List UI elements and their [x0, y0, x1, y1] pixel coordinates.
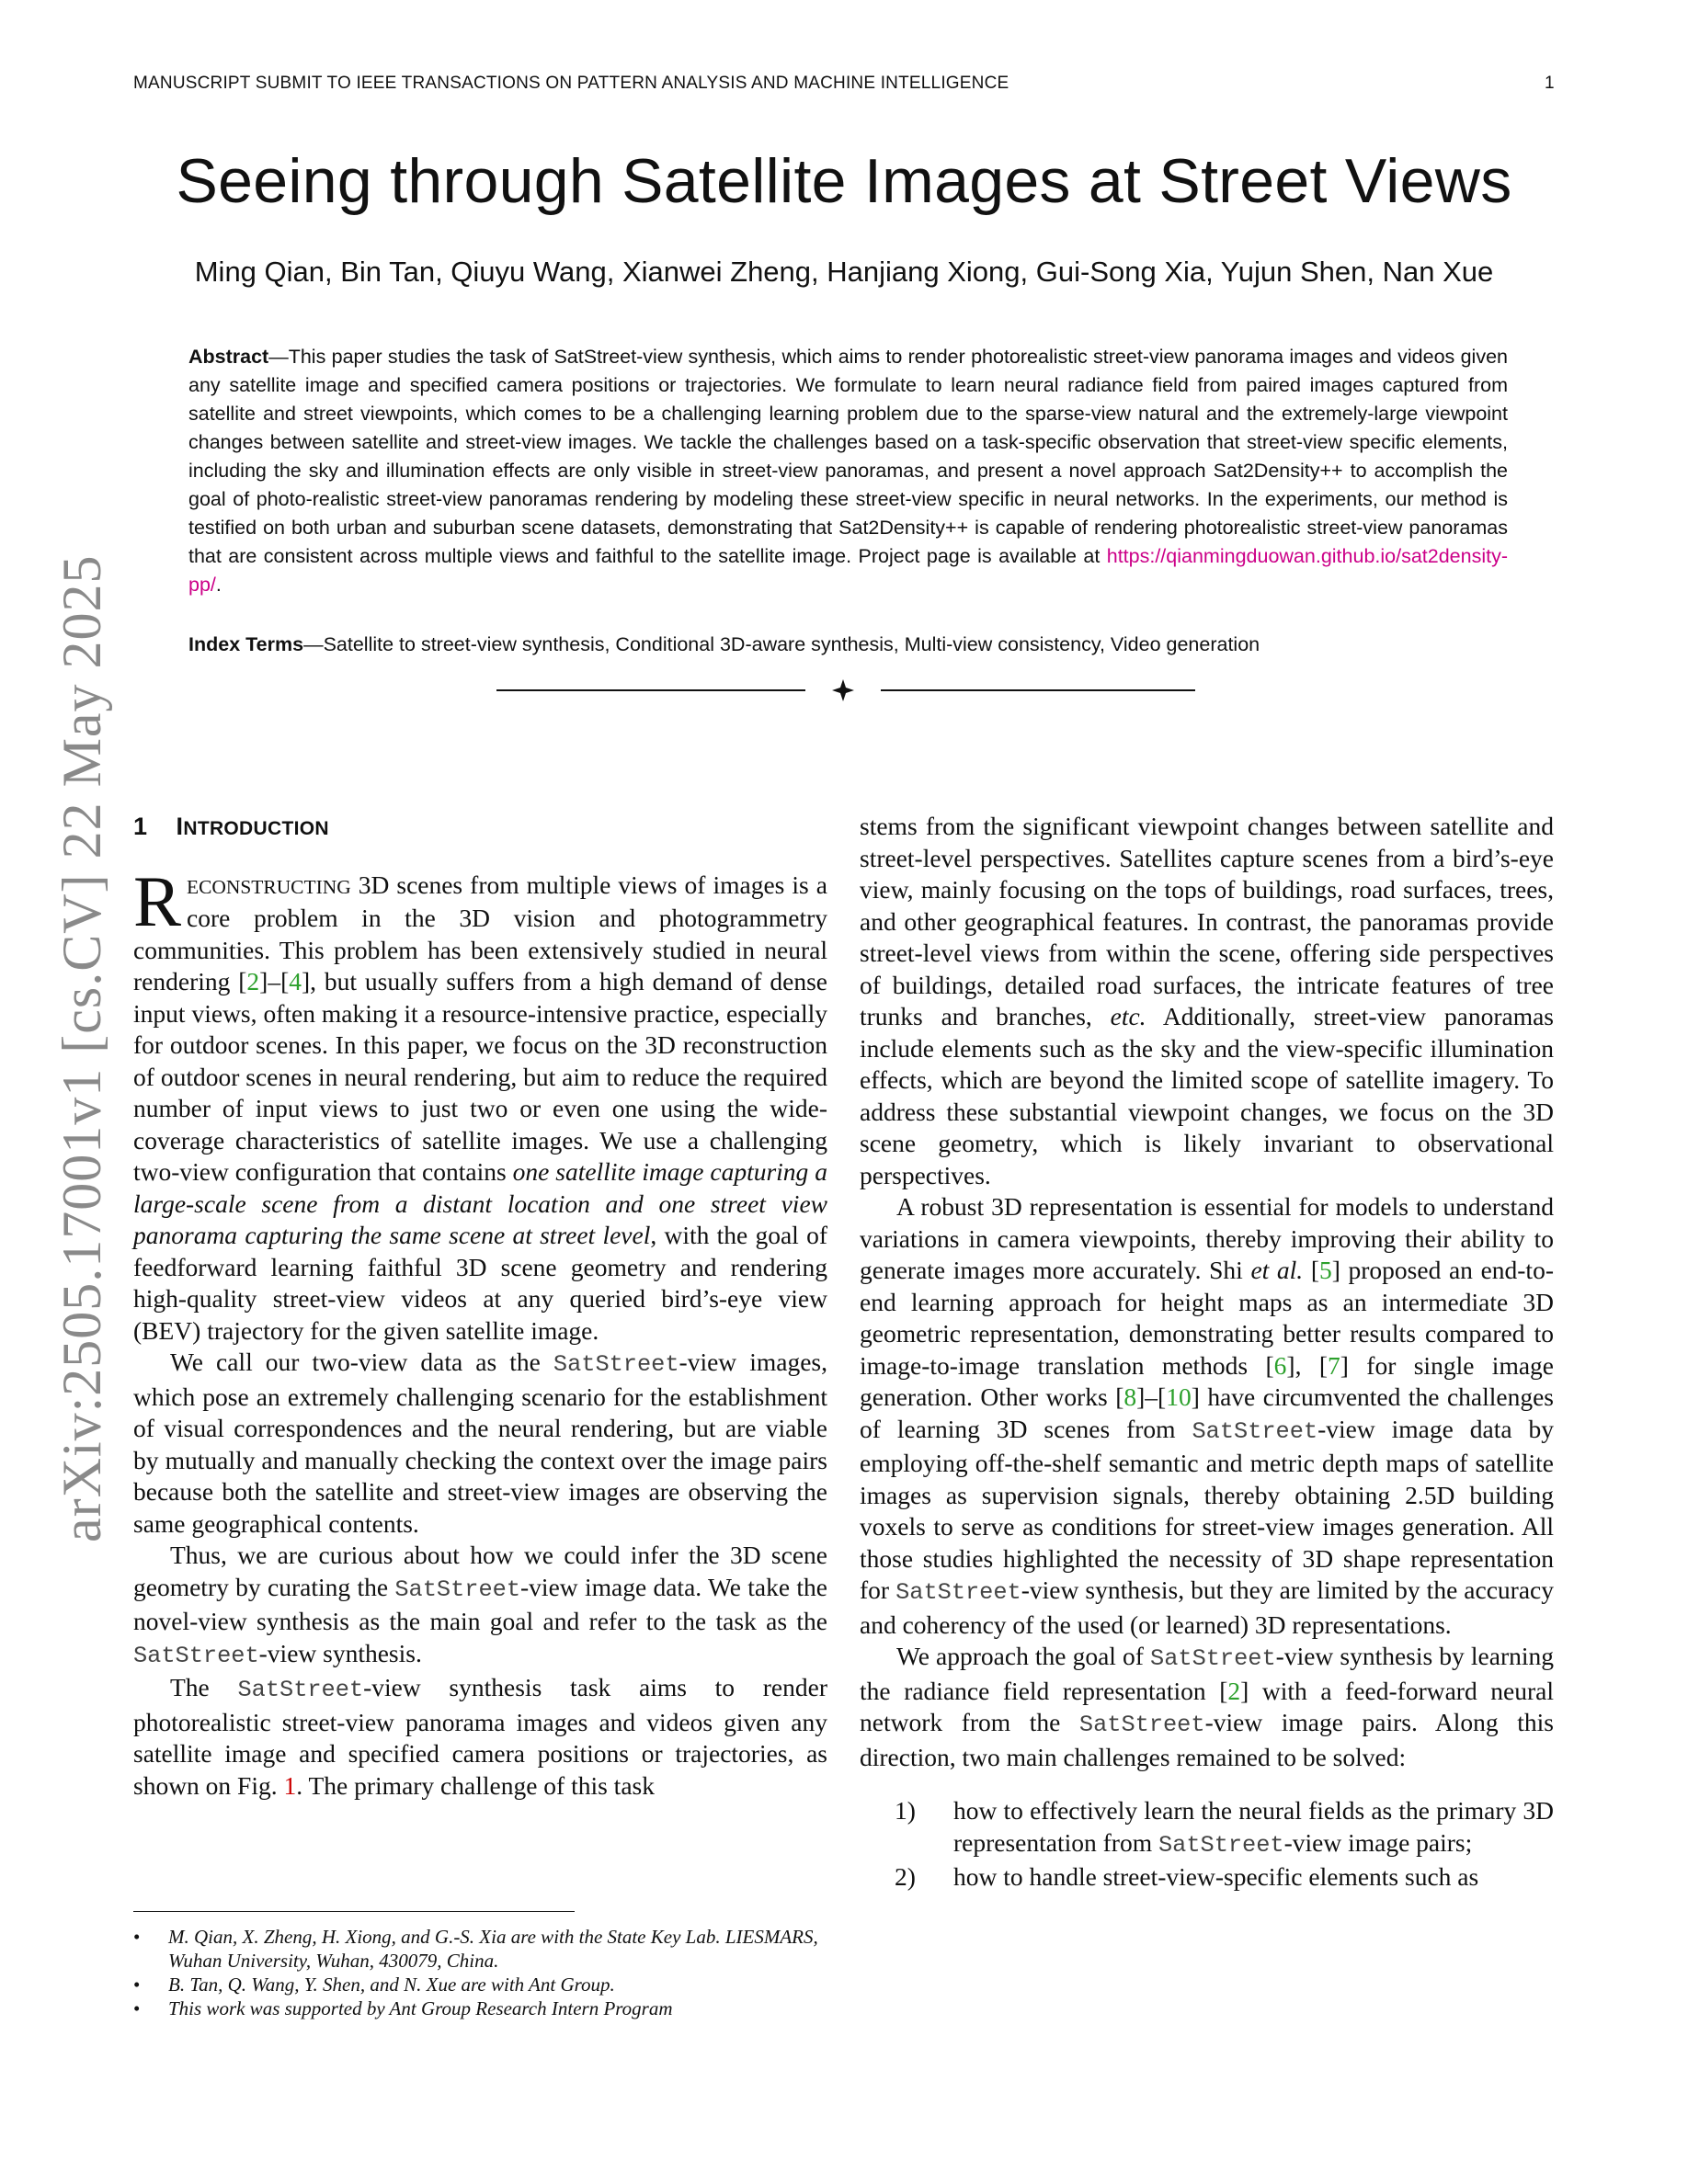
intro-paragraph-3: Thus, we are curious about how we could infer the 3D scene geometry by curating the SatStreet-view image data. We take the novel-view synthesis as the main goal and refer to the task as the SatStreet-view synthesis. — [133, 1541, 828, 1669]
footnote: • This work was supported by Ant Group Research Intern Program — [133, 1997, 673, 2019]
citation-link[interactable]: 5 — [1318, 1256, 1332, 1284]
index-terms — [188, 631, 1508, 659]
left-column — [133, 811, 827, 1802]
intro-paragraph-4: The SatStreet-view synthesis task aims to render photorealistic street-view panorama images and videos given any satellite image and specified camera positions or trajectories, as shown on Fig. 1. The primary challenge of this task — [133, 1673, 827, 1800]
figure-ref-link[interactable]: 1 — [283, 1770, 297, 1800]
citation-link[interactable]: 2 — [246, 967, 260, 995]
challenge-list-item: 2) how to handle street-view-specific elements such as — [895, 1862, 1479, 1891]
project-page-link[interactable]: https://qianmingduowan.github.io/sat2density-pp/ — [188, 545, 1508, 596]
abstract — [188, 343, 1508, 599]
paper-title: Seeing through Satellite Images at Street Views — [176, 146, 1512, 216]
challenge-list-item: 1) how to effectively learn the neural fields as the primary 3D representation from SatStreet-view image pairs; — [895, 1796, 1554, 1859]
footnote: • B. Tan, Q. Wang, Y. Shen, and N. Xue are with Ant Group. — [133, 1974, 615, 1996]
abstract-text: —This paper studies the task of SatStreet-view synthesis, which aims to render photorealistic street-view panorama images and videos given any satellite image and specified camera positions or trajectories. We formulate to learn neural radiance field from paired images captured from satellite and street viewpoints, which comes to be a challenging learning problem due to the sparse-view natural and the extremely-large viewpoint changes between satellite and street-view images. We tackle the challenges based on a task-specific observation that street-view specific elements, including the sky and illumination effects are only visible in street-view panoramas, and present a novel approach Sat2Density++ to accomplish the goal of photo-realistic street-view panoramas rendering by modeling these street-view specific in neural networks. In the experiments, our method is testified on both urban and suburban scene datasets, demonstrating that Sat2Density++ is capable of rendering photorealistic street-view panoramas that are consistent across multiple views and faithful to the satellite image. Project page is available at — [188, 346, 1508, 567]
abstract-end: . — [215, 574, 222, 596]
citation-link[interactable]: 7 — [1328, 1350, 1340, 1380]
citation-link[interactable]: 6 — [1273, 1350, 1287, 1380]
section-heading: 1 INTRODUCTION — [133, 813, 329, 840]
abstract-label: Abstract — [188, 346, 269, 368]
intro-paragraph-6: A robust 3D representation is essential for models to understand variations in camera viewpoints, thereby improving their ability to generate images more accurately. Shi et al. [5] proposed an end-to-end learning approach for height maps as an intermediate 3D geometric representation, demonstrating better results compared to image-to-image translation methods [6], [7] for single image generation. Other works [8]–[10] have circumvented the challenges of learning 3D scenes from SatStreet-view image data by employing off-the-shelf semantic and metric depth maps of satellite images as supervision signals, thereby obtaining 2.5D building voxels to serve as conditions for street-view images generation. All those studies highlighted the necessity of 3D shape representation for SatStreet-view synthesis, but they are limited by the accuracy and coherency of the used (or learned) 3D representations. — [860, 1192, 1555, 1639]
intro-paragraph-2: We call our two-view data as the SatStreet-view images, which pose an extremely challenging scenario for the establishment of visual correspondences and the neural rendering, but are viable by mutually and manually checking the context over the image pairs because both the satellite and street-view images are observing the same geographical contents. — [133, 1348, 827, 1538]
intro-paragraph-5: stems from the significant viewpoint changes between satellite and street-level perspectives. Satellites capture scenes from a bird’s-eye view, mainly focusing on the tops of buildings, road surfaces, trees, and other geographical features. In contrast, the panoramas provide street-level views from within the scene, offering side perspectives of buildings, detailed road surfaces, the intricate features of tree trunks and branches, etc. Additionally, street-view panoramas include elements such as the sky and the view-specific illumination effects, which are beyond the limited scope of satellite imagery. To address these substantial viewpoint changes, we focus on the 3D scene geometry, which is likely invariant to observational perspectives. — [860, 812, 1554, 1189]
index-terms-label: Index Terms — [188, 633, 304, 655]
intro-paragraph-7: We approach the goal of SatStreet-view synthesis by learning the radiance field representation [2] with a feed-forward neural network from the SatStreet-view image pairs. Along this direction, two main challenges remained to be solved: — [860, 1642, 1555, 1771]
arxiv-identifier: arXiv:2505.17001v1 [cs.CV] 22 May 2025 — [51, 554, 112, 1542]
citation-link[interactable]: 4 — [289, 967, 302, 995]
footnote-rule — [133, 1911, 575, 1912]
footnote: • M. Qian, X. Zheng, H. Xiong, and G.-S. Xia are with the State Key Lab. LIESMARS, Wuhan University, Wuhan, 430079, China. — [133, 1926, 818, 1972]
drop-cap: R — [133, 860, 182, 941]
citation-link[interactable]: 8 — [1123, 1382, 1137, 1411]
footnotes — [133, 1925, 827, 2020]
intro-paragraph-1: RECONSTRUCTING 3D scenes from multiple views of images is a core problem in the 3D vision and photogrammetry communities. This problem has been extensively studied in neural rendering [2]–[4], but usually suffers from a high demand of dense input views, often making it a resource-intensive practice, especially for outdoor scenes. In this paper, we focus on the 3D reconstruction of outdoor scenes in neural rendering, but aim to reduce the required number of input views to just two or even one using the wide-coverage characteristics of satellite images. We use a challenging two-view configuration that contains one satellite image capturing a large-scale scene from a distant location and one street view panorama capturing the same scene at street level, with the goal of feedforward learning faithful 3D scene geometry and rendering high-quality street-view videos at any queried bird’s-eye view (BEV) trajectory for the given satellite image. — [133, 860, 828, 1345]
diamond-ornament-icon — [831, 678, 855, 702]
running-head: MANUSCRIPT SUBMIT TO IEEE TRANSACTIONS ON PATTERN ANALYSIS AND MACHINE INTELLIGENCE — [133, 74, 1009, 93]
right-column — [860, 811, 1554, 1896]
index-terms-text: —Satellite to street-view synthesis, Conditional 3D-aware synthesis, Multi-view consistency, Video generation — [303, 633, 1260, 655]
author-list: Ming Qian, Bin Tan, Qiuyu Wang, Xianwei Zheng, Hanjiang Xiong, Gui-Song Xia, Yujun Shen, Nan Xue — [194, 256, 1494, 288]
citation-link[interactable]: 2 — [1227, 1676, 1241, 1705]
citation-link[interactable]: 10 — [1166, 1382, 1192, 1411]
page-number: 1 — [1545, 74, 1555, 93]
section-divider — [496, 676, 1195, 703]
